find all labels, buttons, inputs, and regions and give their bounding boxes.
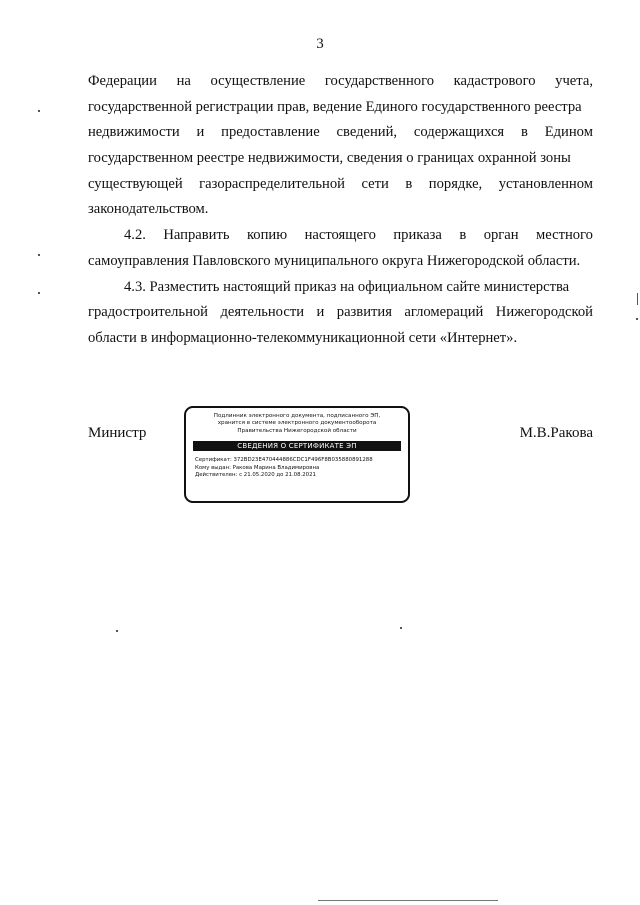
stamp-header-line: Подлинник электронного документа, подписанного ЭП, (213, 413, 381, 419)
word: в (459, 227, 467, 244)
text-line (88, 300, 593, 326)
stamp-title-bar: СВЕДЕНИЯ О СЕРТИФИКАТЕ ЭП (193, 441, 401, 451)
text-line (88, 120, 593, 146)
stamp-header-line: хранится в системе электронного документооборота (217, 420, 377, 427)
scan-speck (38, 110, 40, 112)
word: развития (336, 304, 392, 321)
word: Едином (544, 124, 593, 141)
word: сведений, (336, 124, 398, 141)
page-number: 3 (316, 36, 324, 52)
word: местного (536, 227, 593, 244)
signatory-title: Министр (88, 425, 147, 441)
item-number: 4.2. (124, 227, 146, 244)
text-line (88, 172, 593, 198)
text-line: государственной регистрации прав, ведение Единого государственного реестра (88, 98, 582, 115)
certificate-serial: Сертификат: 372BD23E470444886CDC1F496F8B035880891288 (195, 457, 373, 464)
scan-speck (637, 293, 638, 305)
word: на (176, 73, 191, 89)
word: учета, (555, 73, 593, 89)
certificate-details (195, 457, 399, 480)
word: кадастрового (453, 73, 536, 89)
word: копию (246, 227, 288, 244)
word: деятельности (220, 304, 305, 321)
word: сети (361, 175, 389, 192)
scan-speck (38, 254, 40, 256)
scan-speck (116, 630, 118, 632)
word: Нижегородской (495, 304, 593, 321)
word: Направить (163, 227, 230, 244)
stamp-header (186, 413, 408, 435)
word: Федерации (88, 73, 157, 89)
text-line: законодательством. (88, 201, 209, 218)
certificate-validity: Действителен: с 21.05.2020 до 21.08.2021 (195, 472, 316, 479)
word: существующей (88, 175, 183, 192)
word: приказа (393, 227, 442, 244)
document-body (88, 69, 593, 352)
word: недвижимости (88, 124, 180, 141)
word: в (520, 124, 528, 141)
signatory-name: М.В.Ракова (519, 425, 593, 441)
word: орган (483, 227, 519, 244)
word: и (196, 124, 205, 141)
word: государственного (324, 73, 434, 89)
text-line: 4.3. Разместить настоящий приказ на официальном сайте министерства (124, 278, 570, 295)
word: содержащихся (413, 124, 505, 141)
word: настоящего (304, 227, 376, 244)
word: порядке, (428, 175, 483, 192)
text-line (88, 223, 593, 249)
word: градостроительной (88, 304, 208, 321)
certificate-owner: Кому выдан: Ракова Марина Владимировна (195, 464, 320, 471)
word: и (316, 304, 325, 321)
word: предоставление (221, 124, 320, 141)
word: газораспределительной (199, 175, 345, 192)
scan-speck (636, 318, 638, 320)
text-line (88, 69, 593, 95)
text-line: области в информационно-телекоммуникационной сети «Интернет». (88, 329, 518, 346)
stamp-header-line: Правительства Нижегородской области (237, 427, 357, 434)
word: установленном (498, 175, 593, 192)
word: агломераций (404, 304, 484, 321)
text-line: государственном реестре недвижимости, сведения о границах охранной зоны (88, 150, 571, 167)
word: осуществление (210, 73, 306, 89)
text-line: самоуправления Павловского муниципального округа Нижегородской области. (88, 252, 581, 269)
word: в (405, 175, 413, 192)
scan-speck (400, 627, 402, 629)
scan-edge-line (318, 900, 498, 901)
scan-speck (38, 292, 40, 294)
electronic-signature-stamp (184, 406, 410, 503)
